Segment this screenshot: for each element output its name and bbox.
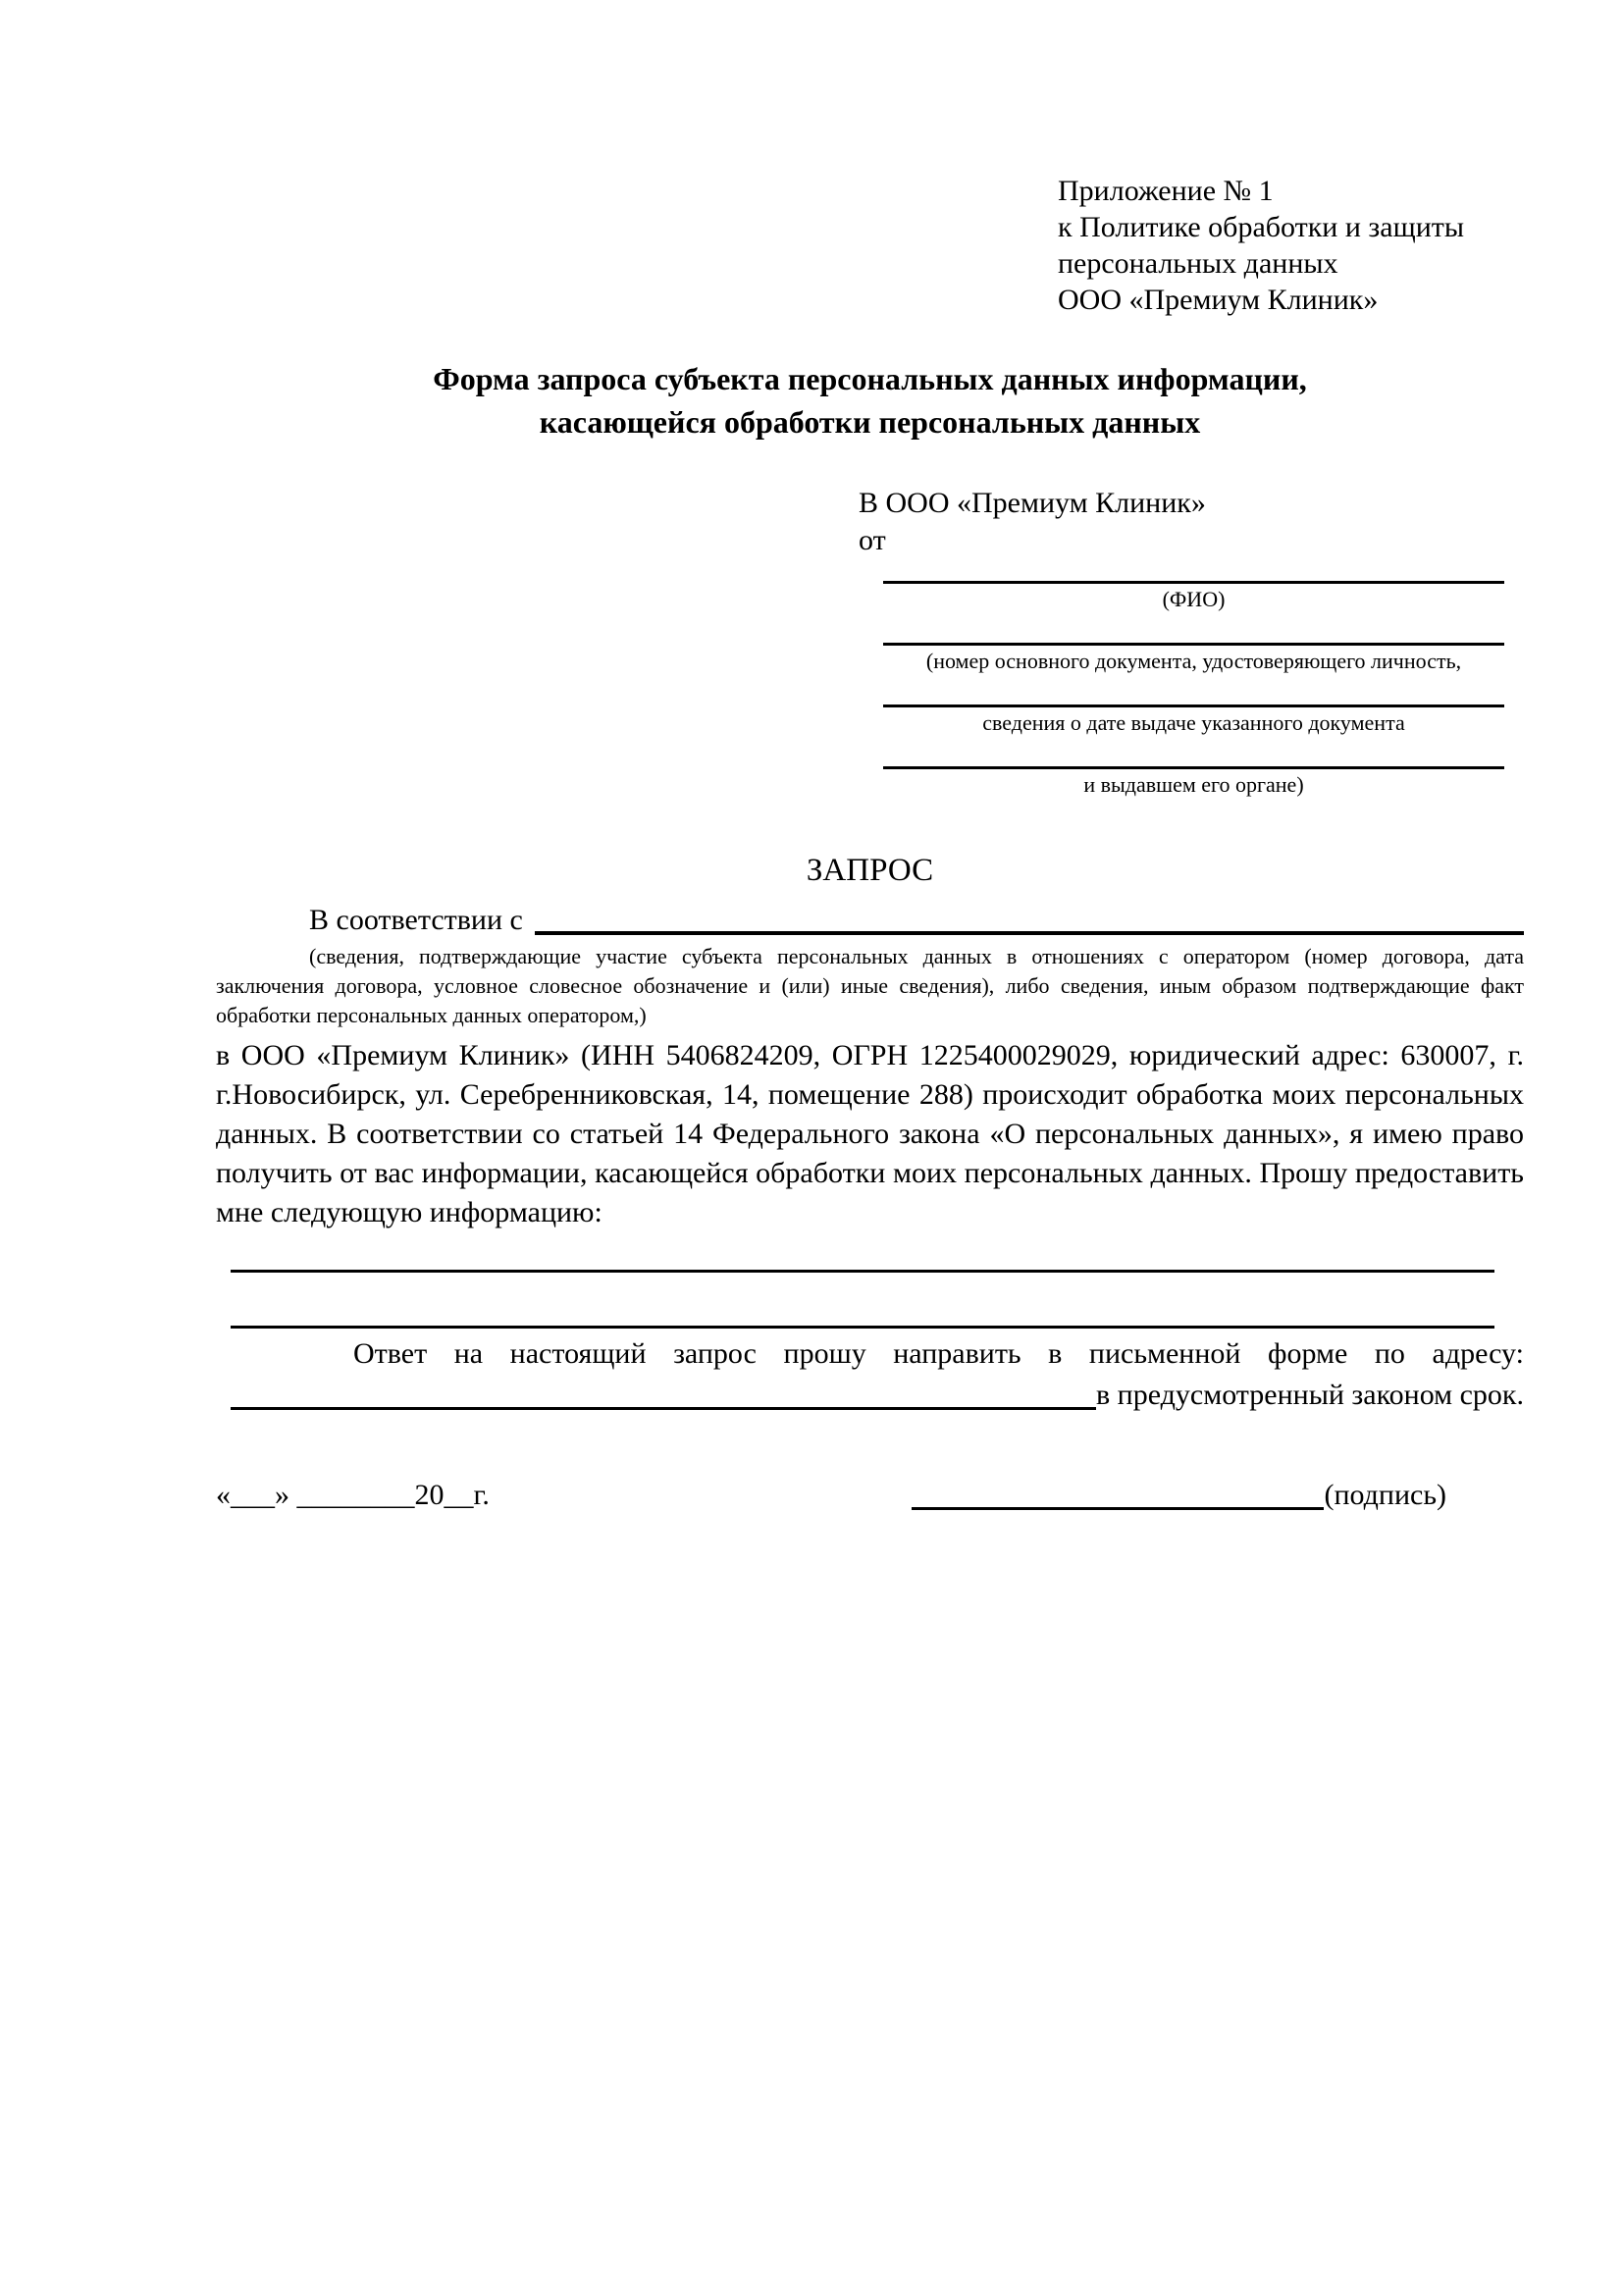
- issuing-authority-caption: и выдавшем его органе): [1083, 772, 1304, 797]
- info-fill-line-2: [231, 1326, 1494, 1329]
- document-number-caption: (номер основного документа, удостоверяющего личность,: [925, 649, 1462, 673]
- signature-fill-line: [912, 1507, 1324, 1510]
- intro-label: В соответствии с: [309, 904, 523, 936]
- appendix-header-line: ООО «Премиум Клиник»: [1058, 284, 1379, 316]
- addressee-to: В ООО «Премиум Клиник»: [859, 487, 1206, 519]
- intro-fill-line: [535, 931, 1524, 935]
- signature-caption: (подпись): [1324, 1479, 1446, 1511]
- addressee-block: [859, 485, 1524, 797]
- document-title: [216, 357, 1524, 444]
- fio-caption: (ФИО): [1162, 587, 1226, 611]
- appendix-header-line: персональных данных: [1058, 247, 1338, 280]
- intro-note: (сведения, подтверждающие участие субъекта персональных данных в отношениях с оператором (номер договора, дата заключения договора, условное словесное обозначение и (или) иные сведения), либо сведения, иным образом подтверждающие факт обработки персональных данных оператором,): [216, 944, 1524, 1027]
- document-content: [216, 0, 1524, 1515]
- request-body: в ООО «Премиум Клиник» (ИНН 5406824209, ОГРН 1225400029029, юридический адрес: 630007, г. г.Новосибирск, ул. Серебренниковская, 14, помещение 288) происходит обработка моих персональных данных. В соответствии со статьей 14 Федерального закона «О персональных данных», я имею право получить от вас информации, касающейся обработки моих персональных данных. Прошу предоставить мне следующую информацию:: [216, 1039, 1524, 1228]
- appendix-header-line: к Политике обработки и защиты: [1058, 211, 1465, 243]
- signature-area: [912, 1476, 1446, 1515]
- reply-address-row: [216, 1376, 1524, 1415]
- date-blank: «___» ________20__г.: [216, 1479, 490, 1511]
- intro-row: [216, 901, 1524, 940]
- fio-fill-line: [883, 559, 1504, 584]
- reply-suffix: в предусмотренный законом срок.: [1096, 1379, 1524, 1411]
- request-heading: ЗАПРОС: [806, 853, 934, 888]
- document-number-fill-line: [883, 621, 1504, 646]
- addressee-from-label: от: [859, 524, 886, 556]
- reply-text: Ответ на настоящий запрос прошу направить в письменной форме по адресу:: [353, 1337, 1524, 1370]
- appendix-header-line: Приложение № 1: [1058, 175, 1274, 207]
- reply-address-fill-line: [231, 1407, 1096, 1410]
- info-fill-line-1: [231, 1270, 1494, 1273]
- issue-date-caption: сведения о дате выдаче указанного документа: [982, 710, 1405, 735]
- appendix-header: [1058, 173, 1524, 318]
- document-title-line2: касающейся обработки персональных данных: [539, 404, 1201, 440]
- field-issue-date: [883, 683, 1504, 735]
- document-title-line1: Форма запроса субъекта персональных данных информации,: [433, 361, 1307, 396]
- issue-date-fill-line: [883, 683, 1504, 707]
- field-document-number: [883, 621, 1504, 673]
- field-issuing-authority: [883, 745, 1504, 797]
- signature-row: [216, 1476, 1524, 1515]
- issuing-authority-fill-line: [883, 745, 1504, 769]
- field-fio: [883, 559, 1504, 611]
